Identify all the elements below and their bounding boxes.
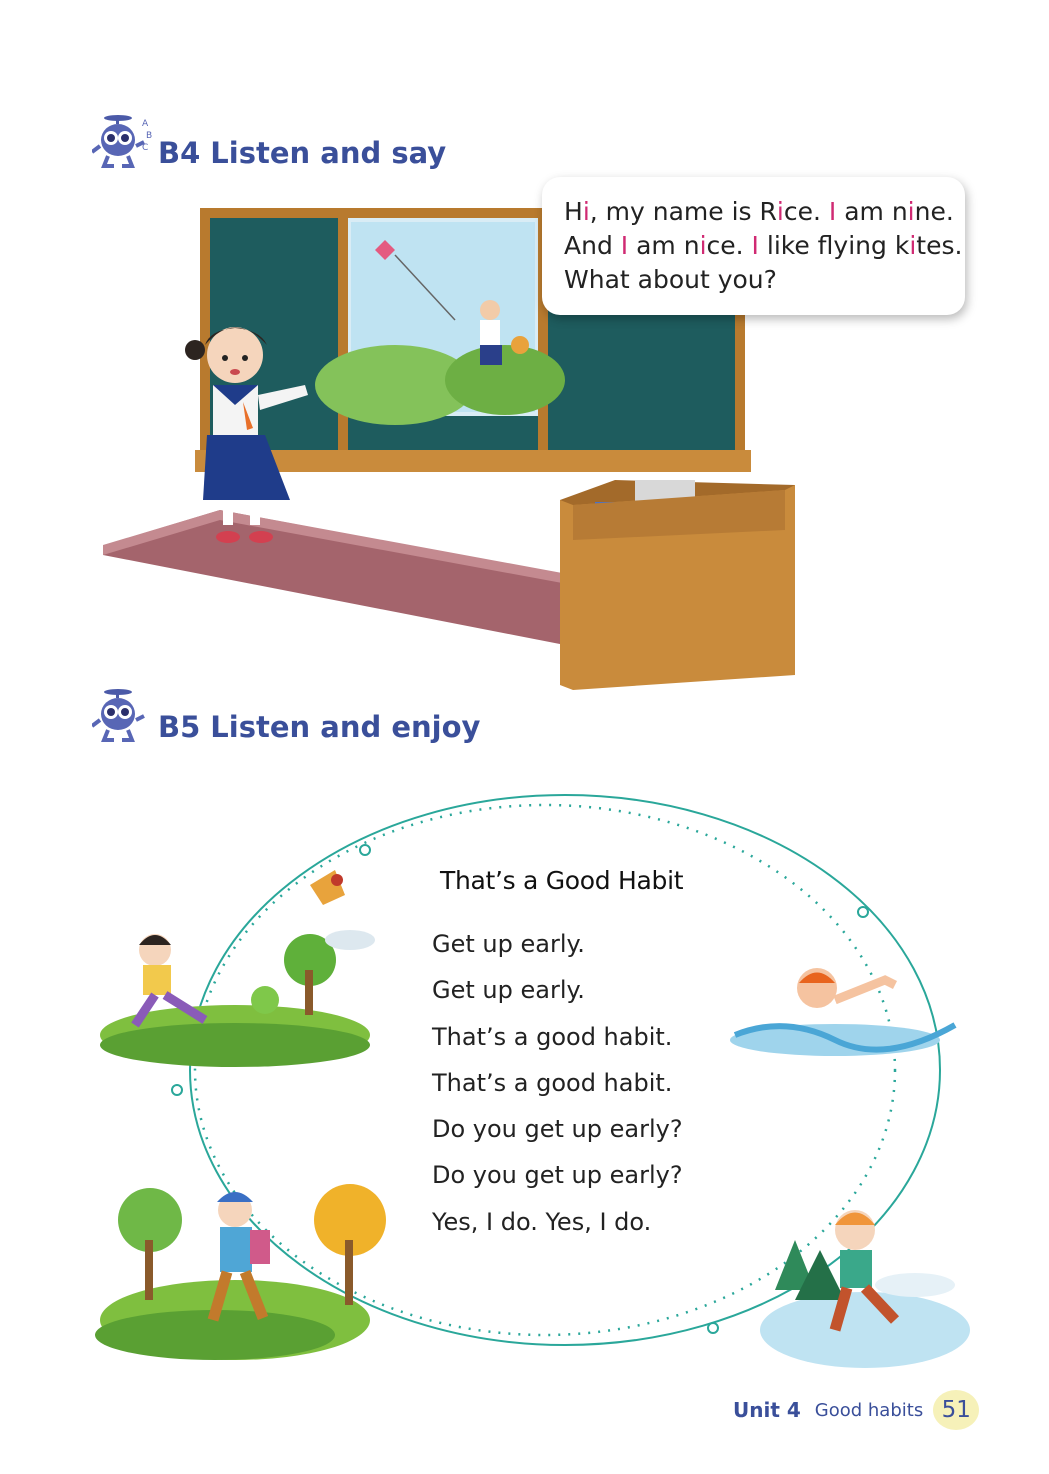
speech-text: am n xyxy=(836,197,908,226)
speech-text: H xyxy=(564,197,583,226)
poem-line: Get up early. xyxy=(432,930,585,958)
poem-line: Get up early. xyxy=(432,976,585,1005)
poem-line: That’s a good habit. xyxy=(432,1022,673,1051)
highlighted-letter: I xyxy=(620,231,629,260)
speech-bubble-line xyxy=(564,195,954,229)
section-title: Listen and say xyxy=(210,136,447,170)
speech-text: What about you? xyxy=(564,265,777,294)
poem xyxy=(432,866,683,1245)
highlighted-letter: i xyxy=(907,197,915,226)
poem-line: Do you get up early? xyxy=(432,1115,683,1144)
section-heading-b5 xyxy=(92,686,480,742)
speech-text: And xyxy=(564,231,621,260)
svg-text:A: A xyxy=(142,119,149,129)
footer-topic: Good habits xyxy=(814,1399,924,1421)
speech-text: like flying k xyxy=(758,231,910,260)
poem-title: That’s a Good Habit xyxy=(440,866,684,895)
speech-text: , my name is R xyxy=(589,197,777,226)
svg-text:B: B xyxy=(146,131,153,141)
page-number: 51 xyxy=(933,1390,979,1430)
page-footer xyxy=(733,1390,979,1430)
section-heading-b4 xyxy=(92,112,446,168)
section-code: B4 xyxy=(158,136,201,170)
section-code: B5 xyxy=(158,710,201,744)
highlighted-letter: I xyxy=(751,231,759,260)
speech-bubble-line xyxy=(564,263,945,297)
highlighted-letter: i xyxy=(776,197,784,226)
footer-unit: Unit 4 xyxy=(733,1398,801,1422)
poem-line: Yes, I do. Yes, I do. xyxy=(432,1207,652,1236)
robot-mascot-icon xyxy=(92,112,154,168)
highlighted-letter: i xyxy=(582,197,590,226)
section-title: Listen and enjoy xyxy=(210,710,481,744)
speech-bubble-line xyxy=(564,229,963,263)
highlighted-letter: i xyxy=(699,231,707,260)
highlighted-letter: i xyxy=(909,231,917,260)
highlighted-letter: I xyxy=(828,197,837,226)
svg-text:C: C xyxy=(142,143,149,153)
speech-text: am n xyxy=(628,231,700,260)
speech-text: ce. xyxy=(783,197,829,226)
speech-text: ne. xyxy=(914,197,954,226)
robot-mascot-icon xyxy=(92,686,154,742)
poem-line: Do you get up early? xyxy=(432,1161,683,1190)
speech-bubble xyxy=(542,177,965,315)
speech-text: ce. xyxy=(706,231,752,260)
poem-line: That’s a good habit. xyxy=(432,1068,673,1097)
speech-text: tes. xyxy=(916,231,963,260)
